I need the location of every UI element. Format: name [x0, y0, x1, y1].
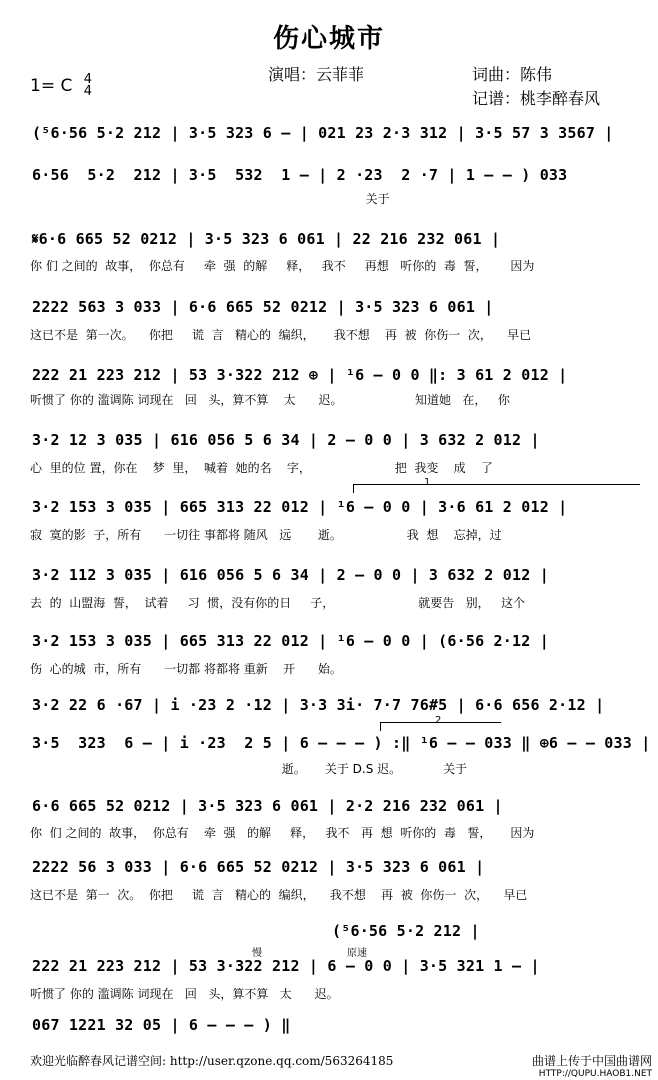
page-title: 伤心城市 — [272, 24, 385, 54]
score-row-1-notes: (⁵6·56 5·2 212 | 3·5 323 6 – | 021 23 2·3 312 | 3·5 57 3 3567 | — [32, 124, 614, 142]
score-row-6-notes: 3·2 12 3 035 | 616 056 5 6 34 | 2 – 0 0 | 3 632 2 012 | — [32, 431, 540, 449]
score-row-7-lyrics: 寂 寞的影 子，所有 一切往 事都将 随风 远 逝。 我 想 忘掉，过 — [30, 528, 502, 542]
slow-mark: 慢 — [252, 948, 262, 959]
score-row-3-notes: 𝄋6·6 665 52 0212 | 3·5 323 6 061 | 22 216 232 061 | — [32, 230, 501, 248]
time-bottom: 4 — [83, 84, 93, 99]
transcriber: 记谱：桃李醉春风 — [472, 89, 601, 108]
score-row-9-notes: 3·2 153 3 035 | 665 313 22 012 | ¹6 – 0 0 | (6·56 2·12 | — [32, 632, 549, 650]
footer-credit: 欢迎光临醉春风记谱空间: http://user.qzone.qq.com/563264185 — [30, 1054, 394, 1068]
score-row-4-notes: 2222 563 3 033 | 6·6 665 52 0212 | 3·5 323 6 061 | — [32, 298, 494, 316]
footer-site-name: 曲谱上传于中国曲谱网 — [531, 1054, 652, 1068]
key-signature — [30, 74, 92, 98]
score-row-6-lyrics: 心 里的位 置，你在 梦 里， 喊着 她的名 字， 把 我变 成 了 — [30, 461, 493, 475]
volta-2-label: 2 — [435, 715, 442, 726]
volta-bracket-2 — [380, 715, 501, 731]
score-row-13-notes: 2222 56 3 033 | 6·6 665 52 0212 | 3·5 323 6 061 | — [32, 858, 485, 876]
footer-site — [532, 1052, 652, 1079]
score-row-15-notes: 222 21 223 212 | 53 3·322 212 | 6 – 0 0 | 3·5 321 1 – | — [32, 957, 540, 975]
score-row-3-lyrics: 你 们 之间的 故事， 你总有 牵 强 的解 释， 我不 再想 听你的 毒 誓， 因为 — [30, 259, 535, 273]
volta-bracket-1 — [353, 477, 640, 493]
score-row-12-notes: 6·6 665 52 0212 | 3·5 323 6 061 | 2·2 216 232 061 | — [32, 797, 503, 815]
tempo-mark: 原速 — [347, 948, 367, 959]
score-row-12-lyrics: 你 们 之间的 故事， 你总有 牵 强 的解 释， 我不 再 想 听你的 毒 誓， 因为 — [30, 826, 535, 840]
score-row-8-lyrics: 去 的 山盟海 誓， 试着 习 惯，没有你的日 子， 就要告 别， 这个 — [30, 596, 526, 610]
score-row-4-lyrics: 这已不是 第一次。 你把 谎 言 精心的 编织， 我不想 再 被 你伤一 次， 早已 — [30, 328, 532, 342]
volta-1-label: 1 — [424, 477, 431, 488]
score-row-5-notes: 222 21 223 212 | 53 3·322 212 ⊕ | ¹6 – 0 0 ‖: 3 61 2 012 | — [32, 366, 568, 384]
score-row-14-notes: (⁵6·56 5·2 212 | — [332, 922, 480, 940]
score-row-11-lyrics: 逝。 关于 D.S 迟。 关于 — [30, 762, 468, 776]
time-top: 4 — [83, 72, 93, 87]
score-row-11-notes: 3·5 323 6 – | i ·23 2 5 | 6 – – – ) :‖ ¹6 – – 033 ‖ ⊕6 – – 033 | — [32, 734, 651, 752]
score-row-10-notes: 3·2 22 6 ·67 | i ·23 2 ·12 | 3·3 3i· 7·7 76#5 | 6·6 656 2·12 | — [32, 696, 605, 714]
score-row-5-lyrics: 听惯了 你的 滥调陈 词现在 回 头，算不算 太 迟。 知道她 在， 你 — [30, 393, 510, 407]
score-row-15-lyrics: 听惯了 你的 滥调陈 词现在 回 头，算不算 太 迟。 — [30, 987, 339, 1001]
composer: 词曲：陈伟 — [472, 65, 553, 84]
score-row-2-lyrics: 关于 — [30, 192, 390, 206]
score-row-2-notes: 6·56 5·2 212 | 3·5 532 1 – | 2 ·23 2 ·7 | 1 – – ) 033 — [32, 166, 568, 184]
score-row-8-notes: 3·2 112 3 035 | 616 056 5 6 34 | 2 – 0 0 | 3 632 2 012 | — [32, 566, 549, 584]
score-row-13-lyrics: 这已不是 第一 次。 你把 谎 言 精心的 编织， 我不想 再 被 你伤一 次， 早已 — [30, 888, 528, 902]
score-row-7-notes: 3·2 153 3 035 | 665 313 22 012 | ¹6 – 0 0 | 3·6 61 2 012 | — [32, 498, 568, 516]
key-label: 1= C — [30, 76, 73, 96]
singer: 演唱：云菲菲 — [268, 65, 365, 84]
time-signature — [84, 74, 92, 98]
score-row-9-lyrics: 伤 心的城 市，所有 一切都 将都将 重新 开 始。 — [30, 662, 342, 676]
footer-site-url: HTTP://QUPU.HAOB1.NET — [538, 1069, 652, 1079]
score-row-16-notes: 067 1221 32 05 | 6 – – – ) ‖ — [32, 1016, 291, 1034]
